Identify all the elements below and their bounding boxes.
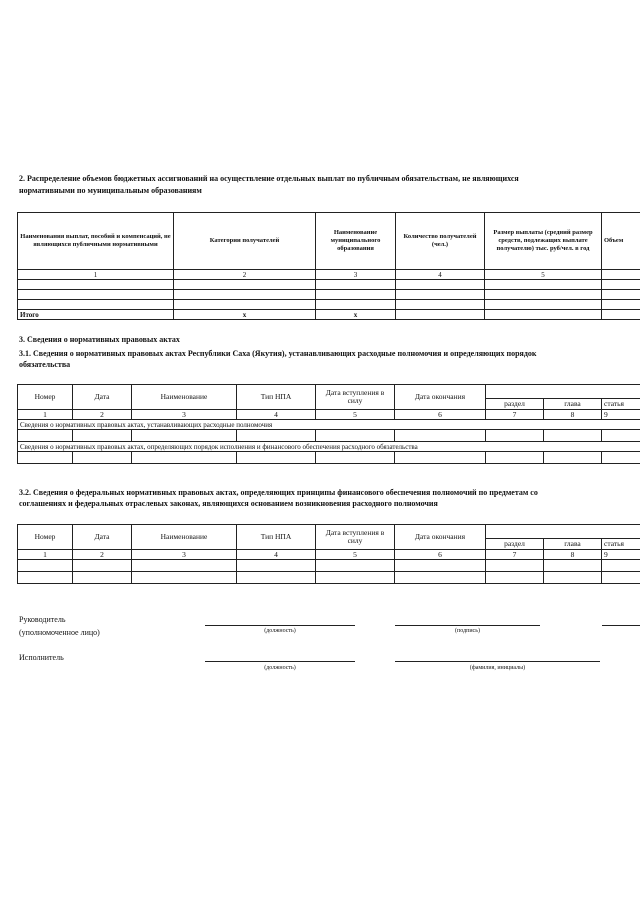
section3-title: 3. Сведения о нормативных правовых актах — [19, 335, 180, 344]
number-cell: 4 — [237, 410, 316, 420]
total-mark: х — [174, 310, 316, 320]
table-row — [18, 290, 640, 300]
table-row — [18, 452, 640, 464]
subheader-cell: статья — [602, 399, 640, 410]
number-cell: 9 — [602, 410, 640, 420]
section3-2-title-continuation: соглашениях и федеральных отраслевых законах, являющихся основанием возникновения расходного полномочия — [19, 499, 438, 508]
section3-2-title: 3.2. Сведения о федеральных нормативных правовых актах, определяющих принципы финансового обеспечения полномочий по предметам со — [19, 488, 538, 497]
section3-1-table — [17, 384, 640, 464]
executor-name-line — [395, 661, 600, 662]
subheader-cell: статья — [602, 539, 640, 550]
number-cell: 8 — [544, 410, 602, 420]
header-cell: Объем — [602, 213, 640, 270]
table-number-row — [18, 410, 640, 420]
number-cell: 6 — [395, 410, 486, 420]
table-header-row — [18, 213, 640, 270]
number-cell: 1 — [18, 270, 174, 280]
subheader-cell: глава — [544, 399, 602, 410]
number-cell: 5 — [485, 270, 602, 280]
group-label: Сведения о нормативных правовых актах, устанавливающих расходные полномочия — [18, 420, 640, 430]
number-cell: 5 — [316, 550, 395, 560]
header-cell: Тип НПА — [237, 385, 316, 410]
group-label: Сведения о нормативных правовых актах, определяющих порядок исполнения и финансового обеспечения расходного обязательства — [18, 442, 640, 452]
section3-1-title-continuation: обязательства — [19, 360, 71, 369]
table-row — [18, 560, 640, 572]
table-row — [18, 430, 640, 442]
number-cell: 7 — [486, 410, 544, 420]
head-label: Руководитель — [19, 615, 66, 624]
head-position-line — [205, 625, 355, 626]
header-cell: Номер — [18, 385, 73, 410]
subheader-cell: раздел — [486, 399, 544, 410]
number-cell: 8 — [544, 550, 602, 560]
executor-label: Исполнитель — [19, 653, 64, 662]
head-label-note: (уполномоченное лицо) — [19, 628, 100, 637]
header-cell: Категории получателей — [174, 213, 316, 270]
header-cell: Наименования выплат, пособий и компенсаций, не являющихся публичными нормативными — [18, 213, 174, 270]
section2-table — [17, 212, 640, 320]
header-cell: Номер — [18, 525, 73, 550]
header-cell: Наименование — [132, 525, 237, 550]
number-cell: 3 — [132, 550, 237, 560]
number-cell: 5 — [316, 410, 395, 420]
header-cell: Наименование — [132, 385, 237, 410]
number-cell: 7 — [486, 550, 544, 560]
header-cell: Наименование муниципального образования — [316, 213, 396, 270]
number-cell: 3 — [316, 270, 396, 280]
table-row — [18, 572, 640, 584]
section3-1-title: 3.1. Сведения о нормативных правовых актах Республики Саха (Якутия), устанавливающих расходные полномочия и определяющих порядок — [19, 349, 537, 358]
head-position-caption: (должность) — [264, 628, 296, 634]
number-cell — [602, 270, 640, 280]
header-cell: Дата окончания — [395, 385, 486, 410]
table-header-row — [18, 385, 640, 399]
total-row — [18, 310, 640, 320]
header-cell: Дата — [73, 525, 132, 550]
number-cell: 2 — [73, 550, 132, 560]
header-cell: Размер выплаты (средний размер средств, подлежащих выплате получателю) тыс. руб/чел. в год — [485, 213, 602, 270]
table-row — [18, 280, 640, 290]
number-cell: 1 — [18, 410, 73, 420]
section2-title-continuation: нормативными по муниципальным образованиям — [19, 186, 202, 195]
number-cell: 2 — [73, 410, 132, 420]
table-header-row — [18, 525, 640, 539]
header-cell: Дата вступления в силу — [316, 525, 395, 550]
header-cell: Дата вступления в силу — [316, 385, 395, 410]
number-cell: 2 — [174, 270, 316, 280]
header-cell: Количество получателей (чел.) — [396, 213, 485, 270]
table-number-row — [18, 270, 640, 280]
number-cell: 4 — [396, 270, 485, 280]
head-signature-line — [395, 625, 540, 626]
number-cell: 9 — [602, 550, 640, 560]
number-cell: 3 — [132, 410, 237, 420]
header-cell: Дата — [73, 385, 132, 410]
section2-title: 2. Распределение объемов бюджетных ассигнований на осуществление отдельных выплат по публичным обязательствам, не являющихся — [19, 174, 519, 183]
group-row — [18, 420, 640, 430]
header-cell: Дата окончания — [395, 525, 486, 550]
group-row — [18, 442, 640, 452]
total-label: Итого — [18, 310, 174, 320]
number-cell: 6 — [395, 550, 486, 560]
executor-name-caption: (фамилия, инициалы) — [469, 665, 526, 671]
total-mark: х — [316, 310, 396, 320]
executor-position-line — [205, 661, 355, 662]
subheader-cell: глава — [544, 539, 602, 550]
number-cell: 4 — [237, 550, 316, 560]
head-name-line — [602, 625, 640, 626]
executor-position-caption: (должность) — [264, 665, 296, 671]
header-cell — [486, 385, 640, 399]
head-signature-caption: (подпись) — [455, 628, 480, 634]
table-row — [18, 300, 640, 310]
section3-2-table — [17, 524, 640, 584]
table-number-row — [18, 550, 640, 560]
subheader-cell: раздел — [486, 539, 544, 550]
number-cell: 1 — [18, 550, 73, 560]
header-cell — [486, 525, 640, 539]
header-cell: Тип НПА — [237, 525, 316, 550]
